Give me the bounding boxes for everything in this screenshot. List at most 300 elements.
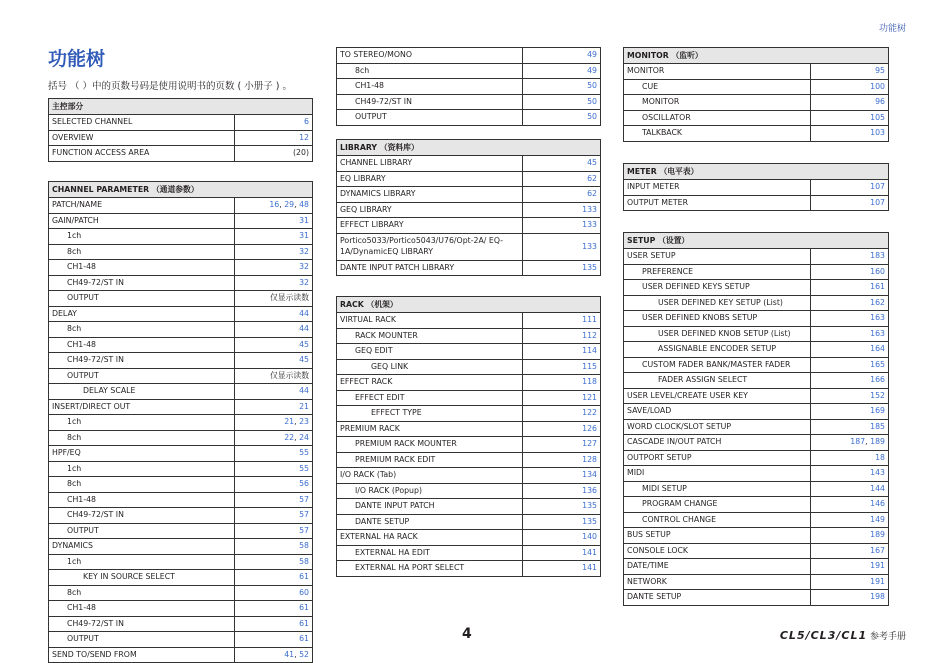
function-name: Portico5033/Portico5043/U76/Opt-2A/ EQ-1A/DynamicEQ LIBRARY: [337, 233, 523, 260]
page-link[interactable]: 32: [299, 277, 310, 287]
table-row: [337, 156, 601, 172]
table-row: [624, 126, 889, 142]
page-number: 4: [462, 626, 472, 642]
page-link[interactable]: 57: [299, 494, 310, 504]
page-ref-cell: [235, 554, 313, 570]
page-link[interactable]: 62: [587, 173, 597, 183]
table-row: [624, 64, 889, 80]
page-link[interactable]: 118: [582, 377, 597, 387]
page-ref-cell: [235, 368, 313, 384]
function-name: OUTPUT: [49, 291, 235, 307]
function-name: SELECTED CHANNEL: [49, 115, 235, 131]
table-header-row: [337, 140, 601, 156]
table-meter: [623, 163, 889, 211]
function-name: DYNAMICS: [49, 539, 235, 555]
table-row: [337, 514, 601, 530]
page-link[interactable]: 133: [582, 241, 597, 251]
page-ref-cell: [523, 79, 601, 95]
page-link[interactable]: 165: [870, 359, 885, 369]
table-row: [624, 435, 889, 451]
table-header-row: [624, 233, 889, 249]
page-link[interactable]: 44: [299, 386, 310, 396]
page-link[interactable]: 45: [299, 355, 310, 365]
page-link[interactable]: 60: [299, 587, 310, 597]
function-name: MONITOR: [624, 95, 811, 111]
page-link[interactable]: 96: [875, 97, 886, 107]
page-ref-cell: [523, 94, 601, 110]
page-ref-cell: [523, 171, 601, 187]
table-row: [337, 499, 601, 515]
page-link[interactable]: 152: [870, 390, 885, 400]
function-name: DELAY SCALE: [49, 384, 235, 400]
page-ref-cell: [811, 497, 889, 513]
page-link[interactable]: 23: [299, 417, 310, 427]
page-link[interactable]: 134: [582, 470, 597, 480]
table-header: MONITOR （监听）: [624, 48, 889, 64]
table-row: [337, 483, 601, 499]
page-link[interactable]: 126: [582, 423, 597, 433]
function-name: OUTPUT: [49, 368, 235, 384]
page-link[interactable]: 146: [870, 499, 885, 509]
table-row: [49, 539, 313, 555]
table-row: [49, 306, 313, 322]
page-link[interactable]: 22: [284, 432, 295, 442]
table-row: [624, 450, 889, 466]
page-link[interactable]: 58: [299, 556, 310, 566]
table-row: [49, 446, 313, 462]
page-ref-cell: [811, 590, 889, 606]
function-name: USER SETUP: [624, 249, 811, 265]
function-name: GEQ EDIT: [337, 344, 523, 360]
page-ref-cell: [235, 632, 313, 648]
function-name: 1ch: [49, 554, 235, 570]
table-row: [624, 280, 889, 296]
page-link[interactable]: 122: [582, 408, 597, 418]
table-row: [624, 357, 889, 373]
table-row: [49, 337, 313, 353]
table-header: CHANNEL PARAMETER （通道参数）: [49, 182, 313, 198]
page-ref-cell: [811, 126, 889, 142]
table-row: [49, 632, 313, 648]
page-ref-cell: [235, 291, 313, 307]
table-row: [337, 375, 601, 391]
table-row: [49, 477, 313, 493]
page-link[interactable]: 32: [299, 262, 310, 272]
function-name: CH1-48: [337, 79, 523, 95]
table-row: [49, 115, 313, 131]
section-label: 功能树: [878, 24, 906, 34]
page-link[interactable]: 149: [870, 514, 885, 524]
page-ref-cell: [811, 180, 889, 196]
table-row: [624, 264, 889, 280]
brand-logo: CL5/CL3/CL1: [779, 629, 868, 642]
function-name: OUTPUT: [49, 523, 235, 539]
table-row: [337, 79, 601, 95]
function-name: USER DEFINED KEY SETUP (List): [624, 295, 811, 311]
table-row: [49, 213, 313, 229]
page-link[interactable]: 162: [870, 297, 885, 307]
table-row: [49, 461, 313, 477]
function-name: CHANNEL LIBRARY: [337, 156, 523, 172]
page-link[interactable]: 164: [870, 344, 885, 354]
page-link[interactable]: 140: [582, 532, 597, 542]
page-ref-cell: [811, 280, 889, 296]
table-row: [337, 452, 601, 468]
table-row: [49, 415, 313, 431]
function-name: VIRTUAL RACK: [337, 313, 523, 329]
page-ref-cell: [235, 616, 313, 632]
page-ref-cell: [811, 357, 889, 373]
page-link[interactable]: 143: [870, 468, 885, 478]
page-link[interactable]: 136: [582, 485, 597, 495]
page-ref-cell: [523, 63, 601, 79]
page-link[interactable]: 18: [875, 452, 885, 462]
table-row: [624, 497, 889, 513]
page-link[interactable]: 6: [304, 117, 309, 127]
page-ref-cell: [235, 399, 313, 415]
page-ref-cell: 22, 24: [235, 430, 313, 446]
table-row: [337, 202, 601, 218]
table-header-row: [49, 182, 313, 198]
function-name: ASSIGNABLE ENCODER SETUP: [624, 342, 811, 358]
page-ref-cell: [523, 260, 601, 276]
page-ref-cell: [235, 384, 313, 400]
function-name: 1ch: [49, 229, 235, 245]
table-row: [49, 570, 313, 586]
function-name: 8ch: [49, 244, 235, 260]
page-link[interactable]: 160: [870, 266, 885, 276]
function-name: CH49-72/ST IN: [49, 353, 235, 369]
function-name: CASCADE IN/OUT PATCH: [624, 435, 811, 451]
page-link[interactable]: 24: [299, 432, 310, 442]
table-row: [337, 359, 601, 375]
page-link[interactable]: 57: [299, 525, 310, 535]
page-link[interactable]: 183: [870, 251, 885, 261]
function-name: HPF/EQ: [49, 446, 235, 462]
function-name: 1ch: [49, 461, 235, 477]
function-name: CH1-48: [49, 492, 235, 508]
page-link[interactable]: 52: [299, 649, 310, 659]
page-ref-cell: [235, 306, 313, 322]
page-ref-cell: [811, 574, 889, 590]
table-row: [337, 94, 601, 110]
page-link[interactable]: 49: [587, 65, 597, 75]
function-name: PREMIUM RACK MOUNTER: [337, 437, 523, 453]
page-link[interactable]: 111: [582, 315, 597, 325]
function-name: DANTE INPUT PATCH LIBRARY: [337, 260, 523, 276]
function-name: EFFECT TYPE: [337, 406, 523, 422]
page-link[interactable]: 31: [299, 215, 310, 225]
page-ref-cell: [811, 326, 889, 342]
page-ref-cell: [811, 110, 889, 126]
page-ref-cell: [811, 264, 889, 280]
page-link[interactable]: 107: [870, 197, 885, 207]
function-name: CH1-48: [49, 337, 235, 353]
table-row: [49, 616, 313, 632]
page-ref-cell: [811, 512, 889, 528]
page-ref-cell: 187, 189: [811, 435, 889, 451]
table-main-section: [48, 98, 313, 162]
function-name: 8ch: [49, 430, 235, 446]
function-name: TO STEREO/MONO: [337, 48, 523, 64]
page-link[interactable]: 21: [284, 417, 295, 427]
page-note: 括号 （ ）中的页数号码是使用说明书的页数 ( 小册子 ) 。: [48, 81, 293, 92]
page-ref-cell: [235, 260, 313, 276]
page-ref-cell: [523, 328, 601, 344]
table-row: [624, 95, 889, 111]
page-ref-cell: 16, 29, 48: [235, 198, 313, 214]
page-link[interactable]: 16: [269, 200, 280, 210]
function-name: EXTERNAL HA RACK: [337, 530, 523, 546]
page-link[interactable]: 135: [582, 516, 597, 526]
table-row: [624, 512, 889, 528]
table-monitor: [623, 47, 889, 142]
page-link[interactable]: 141: [582, 563, 597, 573]
page-link[interactable]: 128: [582, 454, 597, 464]
page-link[interactable]: 105: [870, 112, 886, 122]
function-name: CH49-72/ST IN: [49, 508, 235, 524]
function-name: OUTPORT SETUP: [624, 450, 811, 466]
page-link[interactable]: 55: [299, 448, 310, 458]
page-link[interactable]: 115: [582, 361, 597, 371]
page-link[interactable]: 41: [284, 649, 295, 659]
page-link[interactable]: 57: [299, 510, 310, 520]
page-link[interactable]: 127: [582, 439, 597, 449]
page-link[interactable]: 61: [299, 603, 310, 613]
page-link[interactable]: 144: [870, 483, 885, 493]
page-link[interactable]: 163: [870, 313, 885, 323]
table-row: [49, 353, 313, 369]
table-row: [624, 388, 889, 404]
function-name: CUSTOM FADER BANK/MASTER FADER: [624, 357, 811, 373]
page-ref-cell: [811, 79, 889, 95]
table-channel-parameter: [48, 181, 313, 663]
page-ref-cell: [235, 337, 313, 353]
page-ref-cell: 41, 52: [235, 647, 313, 663]
page-link[interactable]: 191: [870, 576, 885, 586]
table-row: [337, 561, 601, 577]
table-row: [337, 468, 601, 484]
page-ref-cell: [523, 110, 601, 126]
page-link[interactable]: 185: [870, 421, 885, 431]
page-link[interactable]: 135: [582, 262, 597, 272]
table-row: [624, 404, 889, 420]
page-ref-cell: [523, 406, 601, 422]
page-link[interactable]: 187: [850, 437, 866, 447]
page-link[interactable]: 44: [299, 308, 310, 318]
page-ref-cell: [523, 48, 601, 64]
page-link[interactable]: 62: [587, 189, 597, 199]
function-name: OUTPUT: [49, 632, 235, 648]
page-link[interactable]: 50: [587, 81, 597, 91]
page-note: 仅显示读数: [270, 293, 310, 303]
function-name: INPUT METER: [624, 180, 811, 196]
table-row: [624, 559, 889, 575]
table-row: [337, 48, 601, 64]
table-row: [337, 187, 601, 203]
function-name: FADER ASSIGN SELECT: [624, 373, 811, 389]
page-link[interactable]: 133: [582, 220, 597, 230]
page-ref-cell: [811, 543, 889, 559]
page-ref-cell: [811, 466, 889, 482]
table-row: [337, 390, 601, 406]
page-link[interactable]: 58: [299, 541, 310, 551]
page-link[interactable]: 50: [587, 96, 597, 106]
table-row: [624, 373, 889, 389]
table-row: [49, 229, 313, 245]
page-link[interactable]: 133: [582, 204, 597, 214]
page-link[interactable]: 135: [582, 501, 597, 511]
page-link[interactable]: 161: [870, 282, 885, 292]
page-link[interactable]: 167: [870, 545, 885, 555]
page-ref-cell: [811, 528, 889, 544]
table-header-row: [337, 297, 601, 313]
page-ref-cell: [523, 313, 601, 329]
table-row: [624, 481, 889, 497]
function-name: CUE: [624, 79, 811, 95]
function-name: USER DEFINED KNOB SETUP (List): [624, 326, 811, 342]
function-name: PROGRAM CHANGE: [624, 497, 811, 513]
table-row: [49, 384, 313, 400]
page-link[interactable]: 29: [284, 200, 295, 210]
function-name: CH49-72/ST IN: [49, 616, 235, 632]
page-ref-cell: [235, 523, 313, 539]
function-name: CH1-48: [49, 601, 235, 617]
page-ref-cell: [235, 492, 313, 508]
page-link[interactable]: 191: [870, 561, 885, 571]
page-link[interactable]: 44: [299, 324, 310, 334]
page-ref-cell: [523, 187, 601, 203]
page-link[interactable]: 121: [582, 392, 597, 402]
table-row: [49, 554, 313, 570]
page-link[interactable]: 55: [299, 463, 310, 473]
page-ref-cell: [235, 244, 313, 260]
page-ref-cell: [523, 344, 601, 360]
page-ref-cell: [523, 499, 601, 515]
table-row: [49, 523, 313, 539]
page-ref-cell: [235, 130, 313, 146]
table-row: [49, 601, 313, 617]
page-link[interactable]: 61: [299, 618, 310, 628]
table-row: [49, 430, 313, 446]
function-name: 8ch: [49, 477, 235, 493]
page-link[interactable]: 95: [875, 66, 886, 76]
page-link[interactable]: 189: [870, 530, 885, 540]
page-link[interactable]: 163: [870, 328, 885, 338]
table-row: [624, 543, 889, 559]
page-link[interactable]: 49: [587, 50, 597, 60]
page-link[interactable]: 45: [587, 158, 597, 168]
page-ref-cell: [811, 249, 889, 265]
page-ref-cell: [811, 64, 889, 80]
page-link[interactable]: 103: [870, 128, 886, 138]
page-ref-cell: [523, 483, 601, 499]
page-link[interactable]: 114: [582, 346, 597, 356]
table-row: [624, 249, 889, 265]
function-name: EFFECT RACK: [337, 375, 523, 391]
page-link[interactable]: 50: [587, 112, 597, 122]
table-row: [624, 590, 889, 606]
page-link[interactable]: 166: [870, 375, 885, 385]
function-name: PATCH/NAME: [49, 198, 235, 214]
page-ref-cell: [235, 477, 313, 493]
page-ref-cell: [235, 585, 313, 601]
brand-footer: [780, 629, 906, 642]
table-row: [624, 466, 889, 482]
page-link[interactable]: 198: [870, 592, 885, 602]
table-header-row: [624, 164, 889, 180]
function-name: 1ch: [49, 415, 235, 431]
table-row: [337, 110, 601, 126]
function-name: CONTROL CHANGE: [624, 512, 811, 528]
page-link[interactable]: 141: [582, 547, 597, 557]
page-link[interactable]: 21: [299, 401, 310, 411]
page-link[interactable]: 169: [870, 406, 885, 416]
page-link[interactable]: 100: [870, 81, 886, 91]
page-link[interactable]: 48: [299, 200, 310, 210]
page-link[interactable]: 61: [299, 634, 310, 644]
function-name: DANTE INPUT PATCH: [337, 499, 523, 515]
page-link[interactable]: 61: [299, 572, 310, 582]
page-link[interactable]: 56: [299, 479, 310, 489]
table-to-stereo-mono: [336, 47, 601, 126]
function-name: DANTE SETUP: [624, 590, 811, 606]
page-link[interactable]: 45: [299, 339, 310, 349]
page-ref-cell: [523, 359, 601, 375]
function-name: DELAY: [49, 306, 235, 322]
page-link[interactable]: 31: [299, 231, 310, 241]
function-name: GEQ LIBRARY: [337, 202, 523, 218]
function-name: OVERVIEW: [49, 130, 235, 146]
page-ref-cell: [811, 295, 889, 311]
table-row: [337, 406, 601, 422]
table-row: [624, 195, 889, 211]
page-ref-cell: [811, 419, 889, 435]
page-note: 仅显示读数: [270, 370, 310, 380]
table-row: [624, 311, 889, 327]
page-link[interactable]: 12: [299, 132, 309, 142]
function-name: GEQ LINK: [337, 359, 523, 375]
page-ref-cell: [235, 570, 313, 586]
table-row: [49, 146, 313, 162]
function-name: NETWORK: [624, 574, 811, 590]
table-row: [49, 585, 313, 601]
function-name: DANTE SETUP: [337, 514, 523, 530]
function-name: TALKBACK: [624, 126, 811, 142]
page-link[interactable]: 112: [582, 330, 597, 340]
function-name: WORD CLOCK/SLOT SETUP: [624, 419, 811, 435]
function-name: OUTPUT: [337, 110, 523, 126]
function-name: CH49-72/ST IN: [49, 275, 235, 291]
page-link[interactable]: 107: [870, 182, 885, 192]
table-row: [49, 260, 313, 276]
function-name: USER DEFINED KNOBS SETUP: [624, 311, 811, 327]
table-row: [49, 508, 313, 524]
page-ref-cell: [811, 404, 889, 420]
table-row: [624, 419, 889, 435]
page-ref-cell: [523, 468, 601, 484]
function-name: MIDI SETUP: [624, 481, 811, 497]
table-row: [337, 171, 601, 187]
table-row: [49, 399, 313, 415]
page-ref-cell: [811, 342, 889, 358]
table-row: [624, 295, 889, 311]
page-link[interactable]: 189: [870, 437, 885, 447]
page-link[interactable]: 32: [299, 246, 310, 256]
table-row: [624, 180, 889, 196]
function-name: EXTERNAL HA PORT SELECT: [337, 561, 523, 577]
page-ref-cell: [235, 146, 313, 162]
